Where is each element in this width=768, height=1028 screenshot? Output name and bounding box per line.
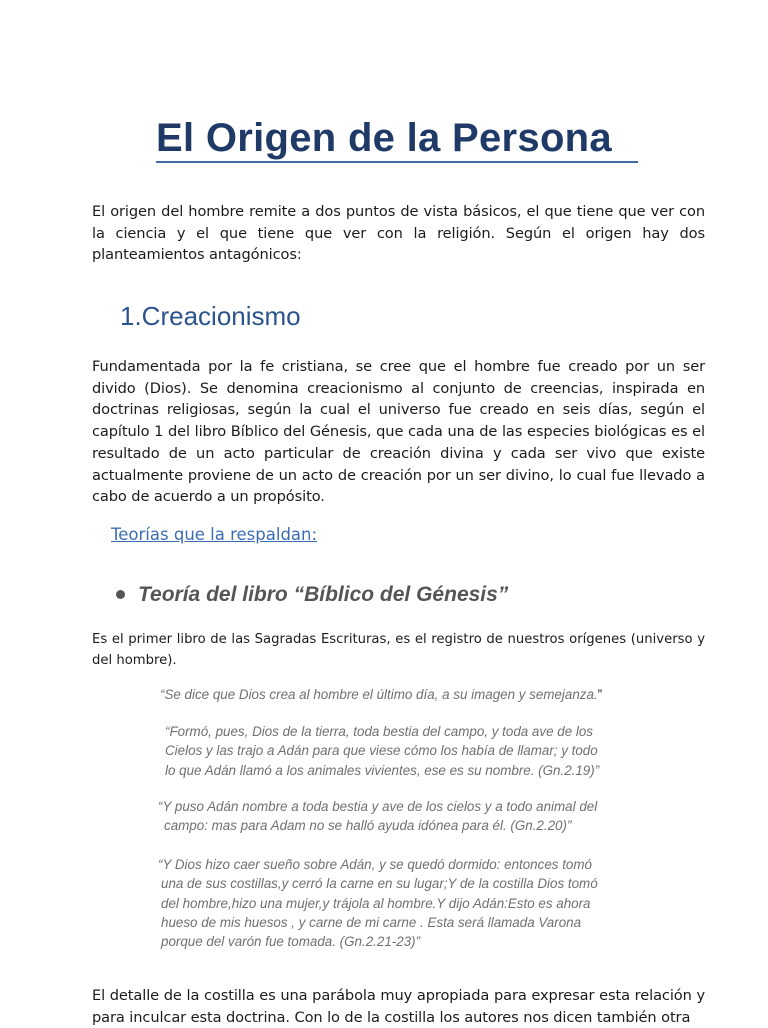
genesis-paragraph: Es el primer libro de las Sagradas Escrituras, es el registro de nuestros orígenes (universo y del hombre). — [92, 632, 705, 668]
title-underline — [156, 161, 638, 163]
bullet-icon — [116, 590, 125, 599]
subheading-teorias: Teorías que la respaldan: — [111, 525, 318, 544]
quote-2 — [165, 722, 599, 780]
quote-3-line: “Y puso Adán nombre a toda bestia y ave de los cielos y a todo animal del — [158, 799, 598, 814]
quote-4-line: una de sus costillas,y cerró la carne en su lugar;Y de la costilla Dios tomó — [161, 876, 598, 892]
quote-2-line: Cielos y las trajo a Adán para que viese cómo los había de llamar; y todo — [165, 743, 598, 759]
quote-1-close: ” — [597, 687, 603, 702]
quote-4 — [158, 855, 598, 951]
intro-paragraph: El origen del hombre remite a dos puntos de vista básicos, el que tiene que ver con la ciencia y el que tiene que ver con la religión. Según el origen hay dos planteamientos antagónicos: — [92, 203, 705, 264]
quote-4-line: del hombre,hizo una mujer,y trájola al hombre.Y dijo Adán:Esto es ahora — [161, 895, 591, 911]
quote-3-line: campo: mas para Adam no se halló ayuda idónea para él. (Gn.2.20)” — [164, 818, 572, 834]
section-heading-creacionismo: 1.Creacionismo — [120, 301, 301, 331]
closing-paragraph: El detalle de la costilla es una parábola muy apropiada para expresar esta relación y para inculcar esta doctrina. Con lo de la costilla los autores nos dicen también otra — [92, 987, 705, 1026]
creacionismo-paragraph: Fundamentada por la fe cristiana, se cree que el hombre fue creado por un ser divido (Dios). Se denomina creacionismo al conjunto de creencias, inspirada en doctrinas religiosas, según la cual el universo fue creado en seis días, según el capítulo 1 del libro Bíblico del Génesis, que cada una de las especies biológicas es el resultado de un acto particular de creación divina y cada ser vivo que existe actualmente proviene de un acto de creación por un ser divino, lo cual fue llevado a cabo de acuerdo a un propósito. — [92, 358, 705, 506]
page-title: El Origen de la Persona — [156, 116, 612, 160]
quote-4-line: “Y Dios hizo caer sueño sobre Adán, y se quedó dormido: entonces tomó — [158, 857, 592, 872]
quote-3 — [158, 797, 597, 836]
quote-4-line: porque del varón fue tomada. (Gn.2.21-23)” — [161, 934, 421, 950]
quote-1 — [160, 685, 602, 704]
bullet-genesis-title: Teoría del libro “Bíblico del Génesis” — [138, 583, 509, 606]
quote-2-line: “Formó, pues, Dios de la tierra, toda bestia del campo, y toda ave de los — [165, 724, 593, 739]
quote-1-text: “Se dice que Dios crea al hombre el último día, a su imagen y semejanza. — [160, 687, 598, 702]
quote-2-line: lo que Adán llamó a los animales vivientes, ese es su nombre. (Gn.2.19)” — [165, 762, 600, 778]
quote-4-line: hueso de mis huesos , y carne de mi carne . Esta será llamada Varona — [161, 914, 582, 930]
